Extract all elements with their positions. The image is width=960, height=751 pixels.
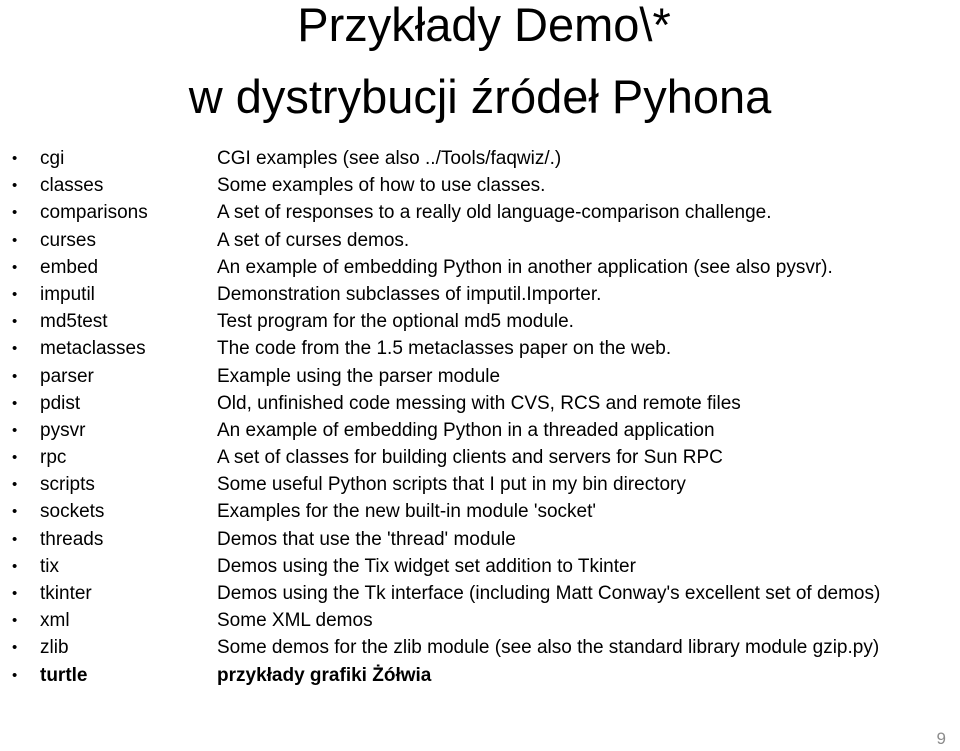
list-item-parser	[0, 363, 960, 390]
list-item-classes	[0, 172, 960, 199]
bullet-icon: •	[12, 204, 18, 222]
demo-description: Some examples of how to use classes.	[217, 175, 546, 197]
demo-description: Demos using the Tk interface (including Matt Conway's excellent set of demos)	[217, 583, 881, 604]
bullet-icon: •	[12, 421, 18, 439]
demo-description: A set of curses demos.	[217, 229, 410, 251]
list-item-rpc	[0, 444, 960, 471]
demo-description: A set of responses to a really old language-comparison challenge.	[217, 202, 772, 224]
list-item-metaclasses	[0, 335, 960, 362]
bullet-icon: •	[12, 367, 18, 385]
demo-name: comparisons	[40, 202, 148, 224]
demo-description: przykłady grafiki Żółwia	[217, 664, 432, 686]
demo-description: Demos that use the 'thread' module	[217, 528, 516, 550]
page-number: 9	[936, 729, 946, 748]
demo-description: Some demos for the zlib module (see also the standard library module gzip.py)	[217, 637, 880, 659]
bullet-icon: •	[12, 231, 18, 249]
demo-description: CGI examples (see also ../Tools/faqwiz/.)	[217, 148, 562, 169]
list-item-comparisons	[0, 199, 960, 226]
demo-name: tkinter	[40, 583, 92, 604]
bullet-icon: •	[12, 612, 18, 630]
list-item-turtle	[0, 662, 960, 689]
demo-description: Some XML demos	[217, 610, 373, 632]
list-item-tkinter	[0, 580, 960, 607]
demo-name: cgi	[40, 148, 65, 169]
demo-name: curses	[40, 229, 96, 251]
demo-description: The code from the 1.5 metaclasses paper on the web.	[217, 338, 672, 360]
bullet-icon: •	[12, 530, 18, 548]
bullet-icon: •	[12, 340, 18, 358]
demo-name: metaclasses	[40, 338, 146, 360]
slide-title-line-1: Przykłady Demo\*	[297, 0, 671, 51]
demo-description: Test program for the optional md5 module.	[217, 311, 574, 333]
list-item-imputil	[0, 281, 960, 308]
bullet-icon: •	[12, 285, 18, 303]
slide-title-line-2: w dystrybucji źródeł Pyhona	[188, 70, 772, 123]
list-item-zlib	[0, 634, 960, 661]
demo-description: Demonstration subclasses of imputil.Importer.	[217, 283, 602, 305]
demo-description: A set of classes for building clients and servers for Sun RPC	[217, 447, 723, 469]
bullet-icon: •	[12, 557, 18, 575]
bullet-icon: •	[12, 394, 18, 412]
demo-description: An example of embedding Python in another application (see also pysvr).	[217, 256, 833, 278]
demo-name: zlib	[40, 637, 69, 659]
demo-name: tix	[40, 555, 59, 577]
list-item-pdist	[0, 390, 960, 417]
bullet-icon: •	[12, 150, 18, 167]
bullet-icon: •	[12, 177, 18, 195]
list-item-threads	[0, 526, 960, 553]
demo-name: imputil	[40, 283, 95, 305]
demo-name: md5test	[40, 311, 108, 333]
list-item-pysvr	[0, 417, 960, 444]
bullet-icon: •	[12, 585, 18, 602]
bullet-icon: •	[12, 476, 18, 494]
demo-name: scripts	[40, 474, 95, 496]
demo-description: Demos using the Tix widget set addition to Tkinter	[217, 555, 636, 577]
demo-name: parser	[40, 365, 94, 387]
list-item-scripts	[0, 471, 960, 498]
list-item-xml	[0, 607, 960, 634]
list-item-embed	[0, 254, 960, 281]
bullet-icon: •	[12, 313, 18, 331]
demo-name: pysvr	[40, 419, 86, 441]
demo-name: threads	[40, 528, 104, 550]
list-item-md5test	[0, 308, 960, 335]
demo-name: classes	[40, 175, 104, 197]
demo-description: An example of embedding Python in a threaded application	[217, 419, 715, 441]
bullet-icon: •	[12, 666, 18, 684]
list-item-cgi	[0, 145, 960, 172]
demo-description: Example using the parser module	[217, 365, 501, 387]
demo-description: Examples for the new built-in module 'socket'	[217, 501, 596, 523]
demo-name: sockets	[40, 501, 105, 523]
demo-description: Some useful Python scripts that I put in my bin directory	[217, 474, 686, 496]
demo-name: rpc	[40, 447, 67, 469]
demo-name: embed	[40, 256, 99, 278]
demo-name: pdist	[40, 392, 81, 414]
demo-name: turtle	[40, 664, 88, 686]
bullet-icon: •	[12, 449, 18, 467]
bullet-icon: •	[12, 258, 18, 276]
list-item-sockets	[0, 498, 960, 525]
bullet-icon: •	[12, 503, 18, 521]
list-item-curses	[0, 227, 960, 254]
demo-name: xml	[40, 610, 70, 632]
bullet-icon: •	[12, 639, 18, 657]
demo-list	[0, 145, 960, 689]
list-item-tix	[0, 553, 960, 580]
demo-description: Old, unfinished code messing with CVS, RCS and remote files	[217, 392, 741, 414]
